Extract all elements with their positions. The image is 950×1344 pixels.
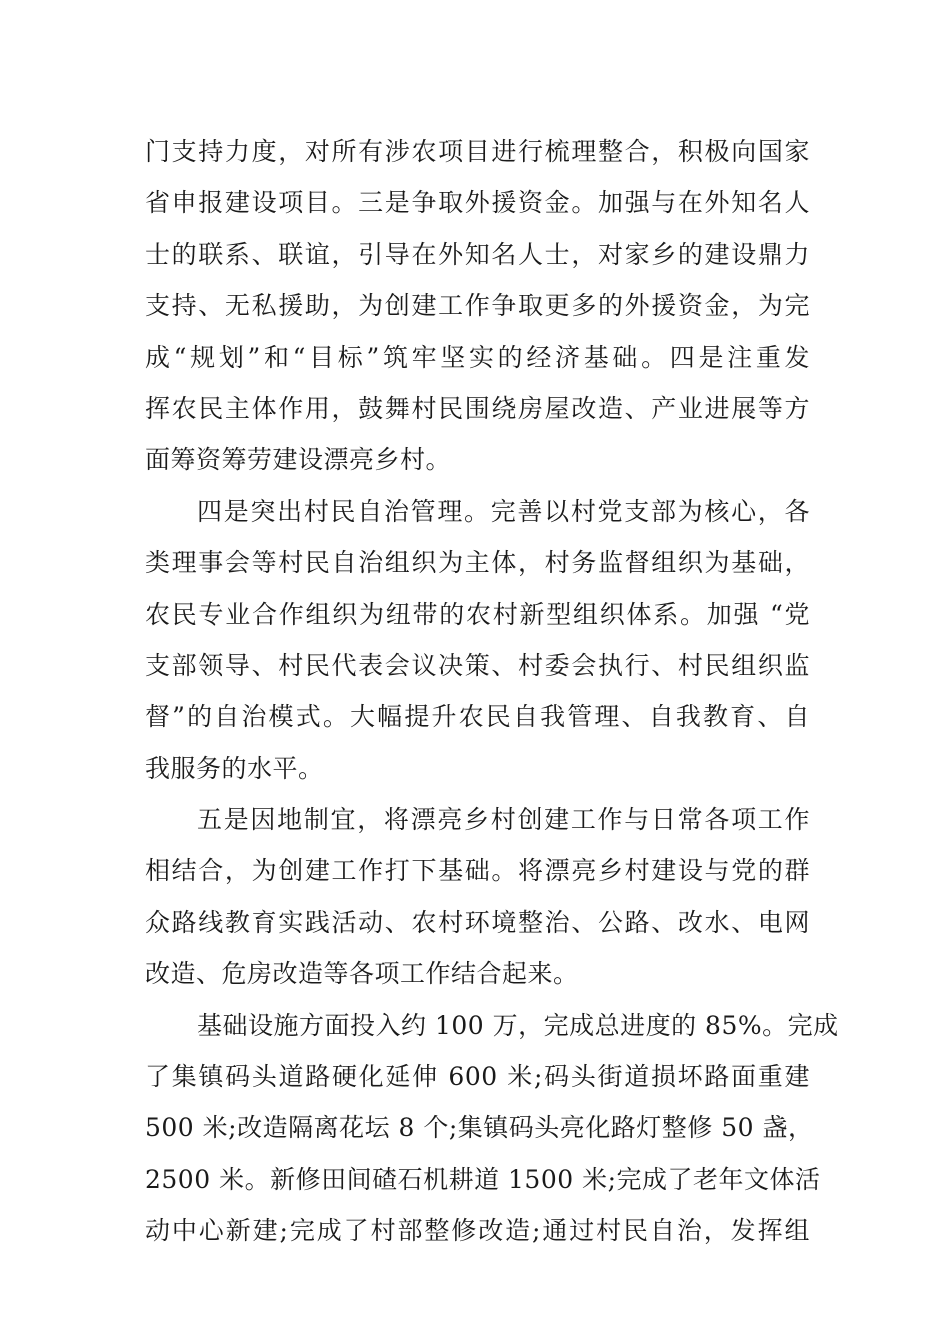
paragraph-funding <box>145 126 810 486</box>
text-line: 省申报建设项目。三是争取外援资金。加强与在外知名人 <box>145 188 810 218</box>
text-line: 支部领导、村民代表会议决策、村委会执行、村民组织监 <box>145 650 810 680</box>
text-line: 了集镇码头道路硬化延伸 600 米;码头街道损坏路面重建 <box>145 1062 810 1092</box>
text-line: 门支持力度，对所有涉农项目进行梳理整合，积极向国家 <box>145 137 810 166</box>
text-line: 众路线教育实践活动、农村环境整治、公路、改水、电网 <box>145 907 810 937</box>
text-line: 士的联系、联谊，引导在外知名人士，对家乡的建设鼎力 <box>145 239 810 269</box>
paragraph-infrastructure <box>145 1000 839 1257</box>
text-line: 2500 米。新修田间碴石机耕道 1500 米;完成了老年文体活 <box>145 1164 821 1194</box>
text-line: 类理事会等村民自治组织为主体，村务监督组织为基础， <box>145 548 810 578</box>
text-line: 基础设施方面投入约 100 万，完成总进度的 85%。完成 <box>197 1010 839 1040</box>
text-line: 相结合，为创建工作打下基础。将漂亮乡村建设与党的群 <box>145 856 810 886</box>
text-line: 动中心新建;完成了村部整修改造;通过村民自治，发挥组 <box>145 1216 810 1246</box>
paragraph-self-governance <box>145 486 810 794</box>
text-line: 五是因地制宜，将漂亮乡村创建工作与日常各项工作 <box>197 805 810 835</box>
text-line: 500 米;改造隔离花坛 8 个;集镇码头亮化路灯整修 50 盏， <box>145 1113 814 1143</box>
document-body <box>145 126 839 1257</box>
text-line: 改造、危房改造等各项工作结合起来。 <box>145 959 579 989</box>
text-line: 督”的自治模式。大幅提升农民自我管理、自我教育、自 <box>145 702 810 732</box>
text-line: 挥农民主体作用，鼓舞村民围绕房屋改造、产业进展等方 <box>145 393 810 423</box>
text-line: 成“规划”和“目标”筑牢坚实的经济基础。四是注重发 <box>145 342 810 372</box>
paragraph-local-conditions <box>145 794 810 1000</box>
text-line: 支持、无私援助，为创建工作争取更多的外援资金，为完 <box>145 291 810 321</box>
text-line: 面筹资筹劳建设漂亮乡村。 <box>145 445 452 475</box>
text-line: 农民专业合作组织为纽带的农村新型组织体系。加强 “党 <box>145 599 810 629</box>
text-line: 我服务的水平。 <box>145 753 324 783</box>
text-line: 四是突出村民自治管理。完善以村党支部为核心，各 <box>197 496 810 526</box>
